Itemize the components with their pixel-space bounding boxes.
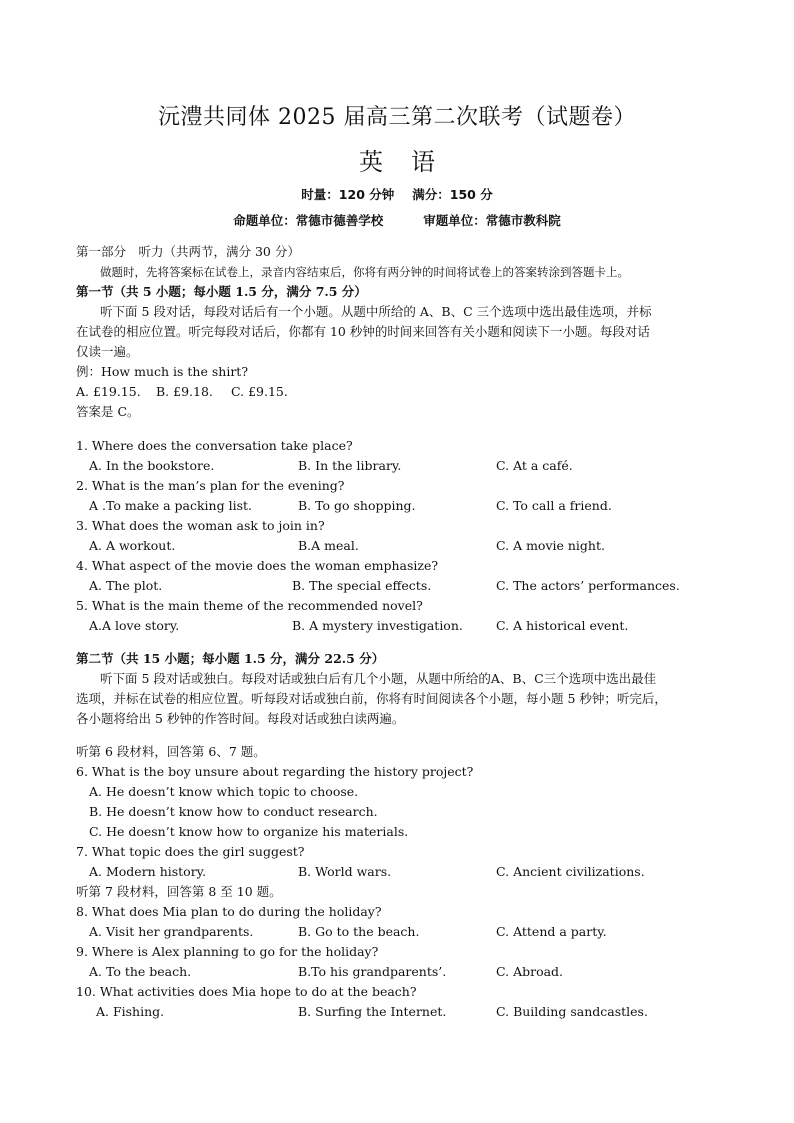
section1-instruction-line1: 听下面 5 段对话，每段对话后有一个小题。从题中所给的 A、B、C 三个选项中选出最佳选项，并标 xyxy=(100,304,652,319)
example-question: 例：How much is the shirt? xyxy=(76,364,249,379)
author-unit: 命题单位：常德市德善学校 xyxy=(233,213,384,228)
exam-time: 时量：120 分钟 xyxy=(301,187,395,202)
example-option-b: B. £9.18. xyxy=(156,384,213,399)
exam-title: 沅澧共同体 2025 届高三第二次联考（试题卷） xyxy=(158,105,636,130)
question-4: 4. What aspect of the movie does the woman emphasize? xyxy=(76,558,439,573)
q5-option-b: B. A mystery investigation. xyxy=(292,618,463,633)
question-3: 3. What does the woman ask to join in? xyxy=(76,518,325,533)
q4-option-b: B. The special effects. xyxy=(292,578,432,593)
question-8: 8. What does Mia plan to do during the holiday? xyxy=(76,904,382,919)
q1-option-a: A. In the bookstore. xyxy=(89,458,215,473)
question-7: 7. What topic does the girl suggest? xyxy=(76,844,305,859)
q2-option-a: A .To make a packing list. xyxy=(89,498,252,513)
q3-option-c: C. A movie night. xyxy=(496,538,605,553)
part1-heading: 第一部分 听力（共两节，满分 30 分） xyxy=(76,244,300,259)
part1-note: 做题时，先将答案标在试卷上，录音内容结束后，你将有两分钟的时间将试卷上的答案转涂到答题卡上。 xyxy=(100,265,629,279)
example-option-c: C. £9.15. xyxy=(231,384,288,399)
material-7-heading: 听第 7 段材料，回答第 8 至 10 题。 xyxy=(76,884,282,899)
question-6: 6. What is the boy unsure about regarding the history project? xyxy=(76,764,474,779)
subject-title xyxy=(0,142,794,177)
q2-option-b: B. To go shopping. xyxy=(298,498,416,513)
example-answer: 答案是 C。 xyxy=(76,404,140,419)
q6-option-b: B. He doesn’t know how to conduct research. xyxy=(89,804,378,819)
section2-heading: 第二节（共 15 小题；每小题 1.5 分，满分 22.5 分） xyxy=(76,651,385,666)
q5-option-c: C. A historical event. xyxy=(496,618,629,633)
q1-option-c: C. At a café. xyxy=(496,458,573,473)
example-option-a: A. £19.15. xyxy=(76,384,141,399)
q3-option-b: B.A meal. xyxy=(298,538,359,553)
exam-time-score xyxy=(0,185,794,203)
q4-option-c: C. The actors’ performances. xyxy=(496,578,680,593)
q6-option-c: C. He doesn’t know how to organize his materials. xyxy=(89,824,409,839)
material-6-heading: 听第 6 段材料，回答第 6、7 题。 xyxy=(76,744,266,759)
q8-option-a: A. Visit her grandparents. xyxy=(89,924,254,939)
question-1: 1. Where does the conversation take place? xyxy=(76,438,353,453)
subject-char-2: 语 xyxy=(411,148,435,176)
q8-option-b: B. Go to the beach. xyxy=(298,924,420,939)
q7-option-c: C. Ancient civilizations. xyxy=(496,864,645,879)
exam-score: 满分：150 分 xyxy=(412,187,493,202)
section1-heading: 第一节（共 5 小题；每小题 1.5 分，满分 7.5 分） xyxy=(76,284,367,299)
subject-char-1: 英 xyxy=(359,148,383,176)
q4-option-a: A. The plot. xyxy=(89,578,163,593)
section1-instruction-line2: 在试卷的相应位置。听完每段对话后，你都有 10 秒钟的时间来回答有关小题和阅读下一小题。每段对话 xyxy=(76,324,650,339)
q10-option-c: C. Building sandcastles. xyxy=(496,1004,648,1019)
q10-option-a: A. Fishing. xyxy=(96,1004,165,1019)
section2-instruction-line2: 选项，并标在试卷的相应位置。听每段对话或独白前，你将有时间阅读各个小题，每小题 5 秒钟；听完后， xyxy=(76,691,667,706)
q1-option-b: B. In the library. xyxy=(298,458,402,473)
section1-instruction-line3: 仅读一遍。 xyxy=(76,344,139,359)
section2-instruction-line3: 各小题将给出 5 秒钟的作答时间。每段对话或独白读两遍。 xyxy=(76,711,405,726)
reviewer-unit: 审题单位：常德市教科院 xyxy=(423,213,561,228)
question-2: 2. What is the man’s plan for the evening? xyxy=(76,478,345,493)
q8-option-c: C. Attend a party. xyxy=(496,924,607,939)
question-5: 5. What is the main theme of the recommended novel? xyxy=(76,598,423,613)
q3-option-a: A. A workout. xyxy=(89,538,176,553)
q7-option-b: B. World wars. xyxy=(298,864,392,879)
q10-option-b: B. Surfing the Internet. xyxy=(298,1004,447,1019)
q5-option-a: A.A love story. xyxy=(89,618,180,633)
q9-option-a: A. To the beach. xyxy=(89,964,192,979)
section2-instruction-line1: 听下面 5 段对话或独白。每段对话或独白后有几个小题，从题中所给的A、B、C三个选项中选出最佳 xyxy=(100,671,657,686)
question-9: 9. Where is Alex planning to go for the holiday? xyxy=(76,944,379,959)
q9-option-c: C. Abroad. xyxy=(496,964,564,979)
q9-option-b: B.To his grandparents’. xyxy=(298,964,447,979)
question-10: 10. What activities does Mia hope to do at the beach? xyxy=(76,984,417,999)
q6-option-a: A. He doesn’t know which topic to choose. xyxy=(89,784,359,799)
q7-option-a: A. Modern history. xyxy=(89,864,207,879)
q2-option-c: C. To call a friend. xyxy=(496,498,612,513)
exam-units xyxy=(0,211,794,229)
